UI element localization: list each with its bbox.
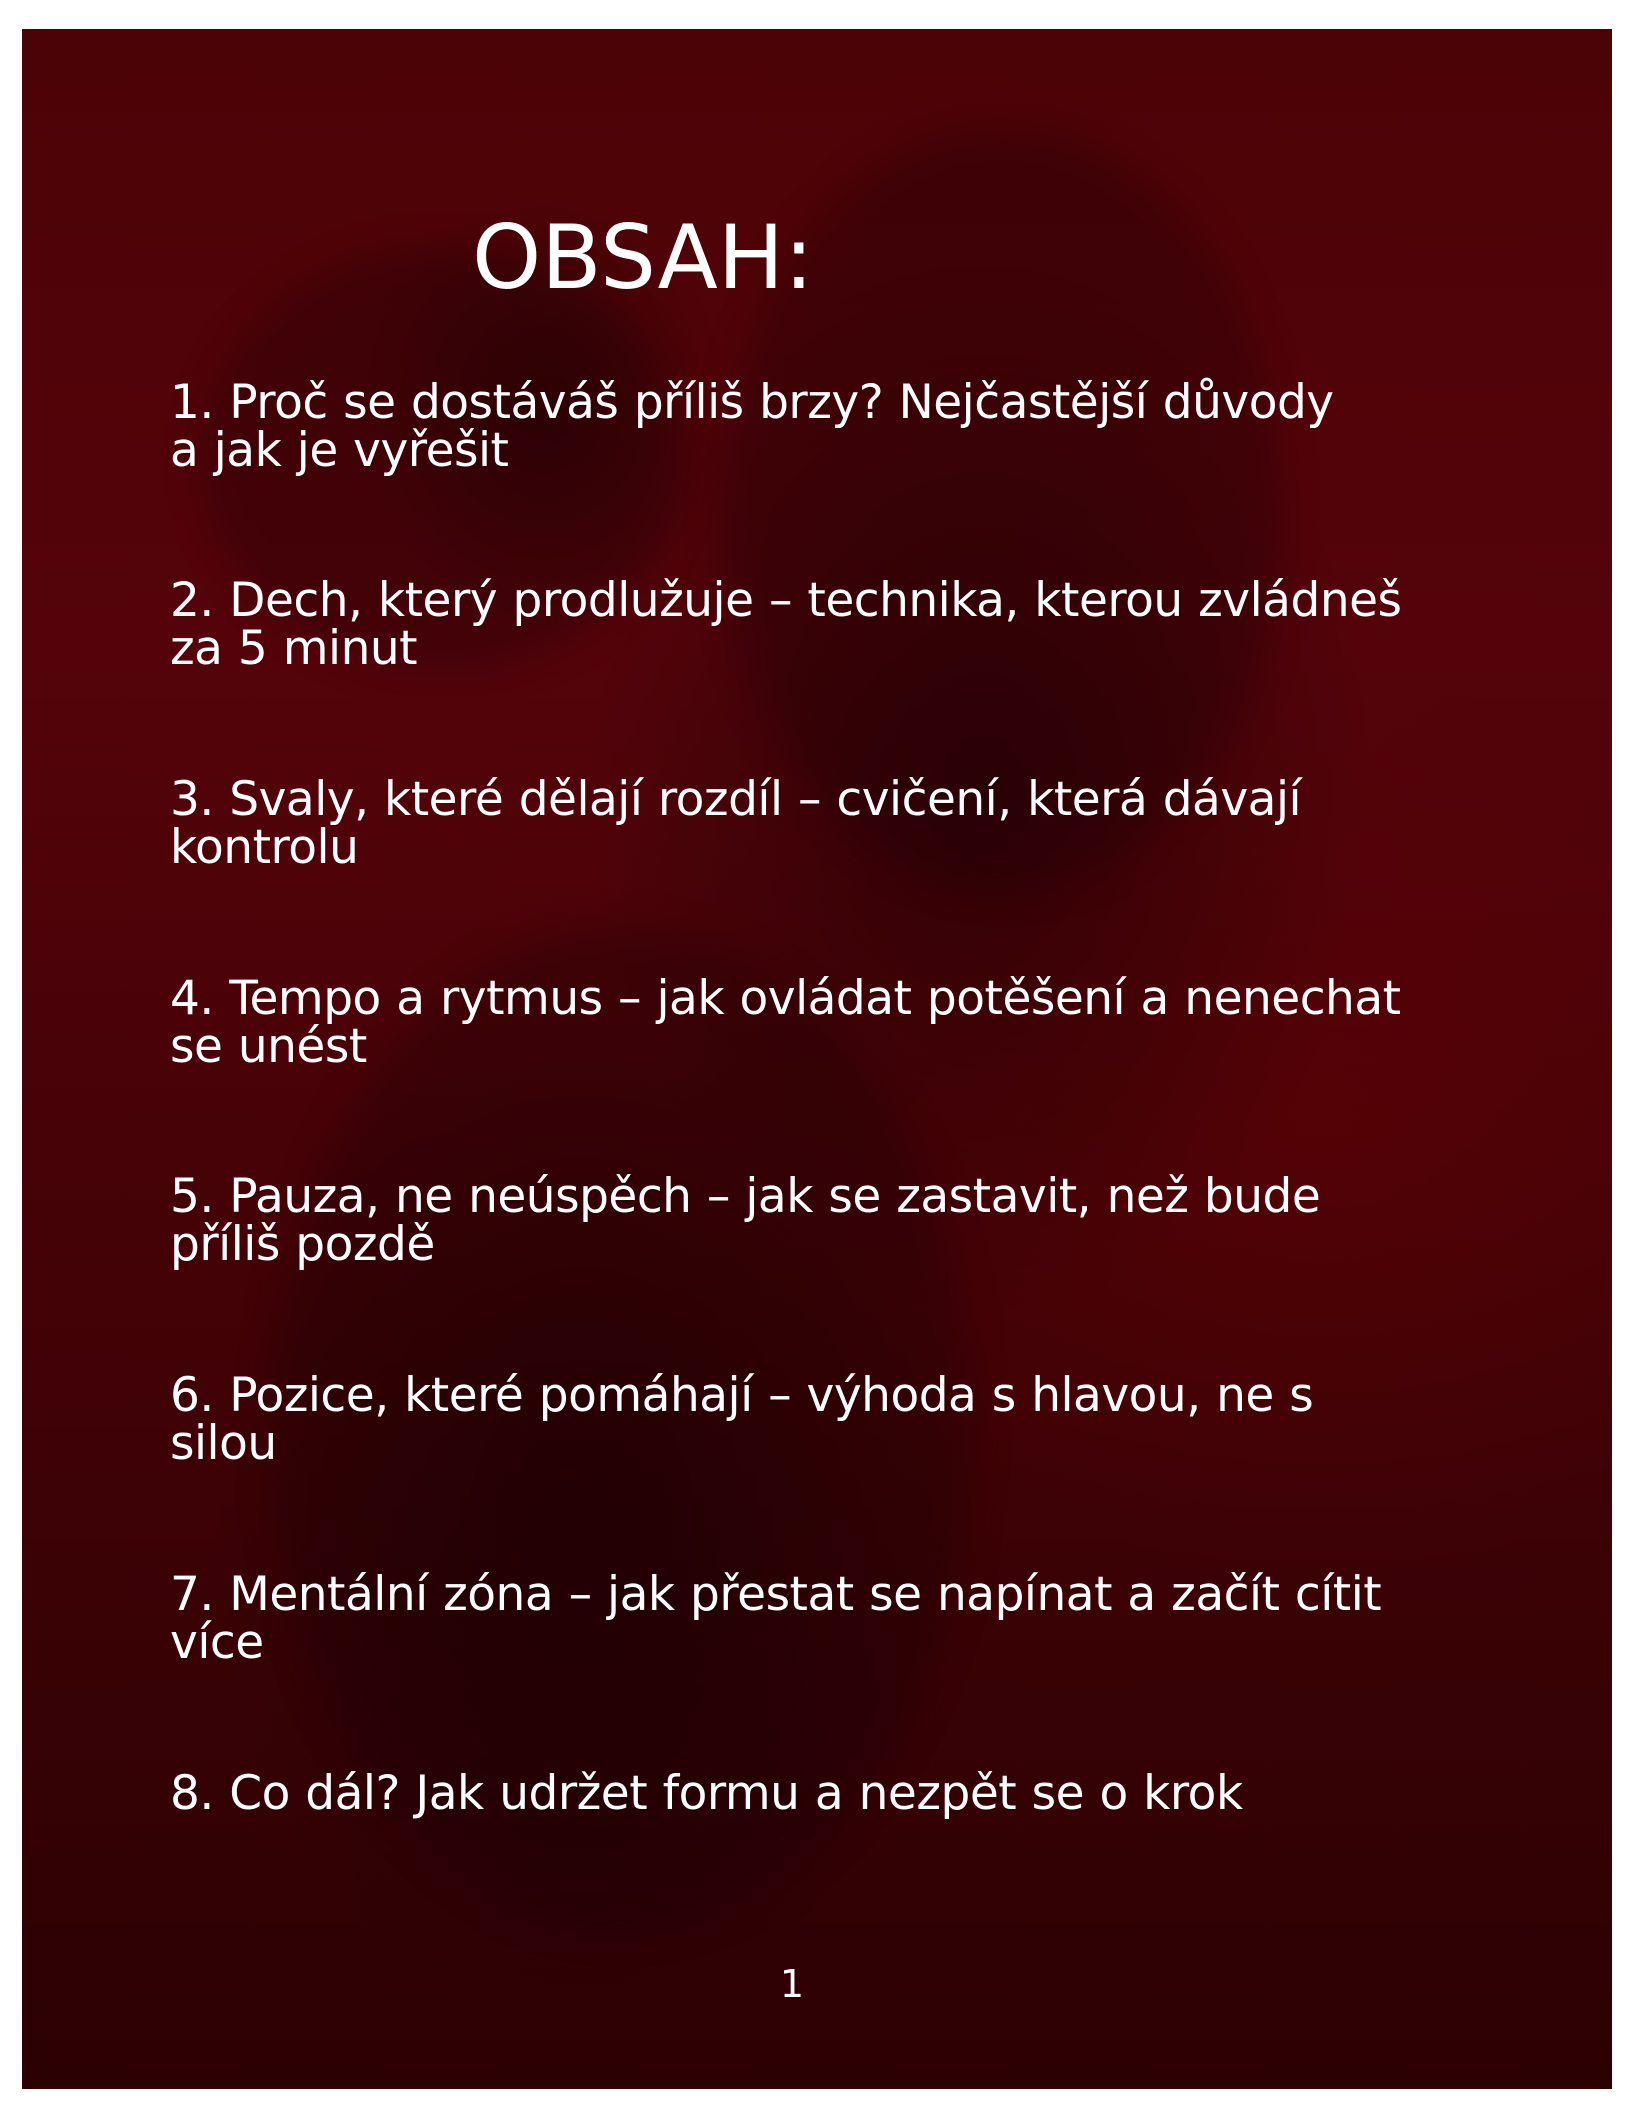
toc-item-3: [170, 772, 1440, 875]
toc-item-2-line-2: za 5 minut: [170, 621, 418, 676]
toc-item-6-line-2: silou: [170, 1416, 277, 1471]
toc-item-5: [170, 1169, 1440, 1272]
toc-item-6-line-1: 6. Pozice, které pomáhají – výhoda s hlavou, ne s: [170, 1368, 1314, 1423]
toc-item-5-line-2: příliš pozdě: [170, 1217, 435, 1272]
toc-item-1-line-2: a jak je vyřešit: [170, 423, 509, 478]
toc-item-2-line-1: 2. Dech, který prodlužuje – technika, kterou zvládneš: [170, 573, 1402, 628]
toc-item-3-line-1: 3. Svaly, které dělají rozdíl – cvičení, která dávají: [170, 772, 1302, 827]
toc-item-4-line-1: 4. Tempo a rytmus – jak ovládat potěšení a nenechat: [170, 971, 1401, 1026]
page-title: OBSAH:: [472, 206, 814, 309]
toc-item-2: [170, 573, 1440, 676]
toc-item-5-line-1: 5. Pauza, ne neúspěch – jak se zastavit, než bude: [170, 1169, 1321, 1224]
toc-item-7: [170, 1567, 1440, 1670]
toc-item-8: [170, 1766, 1440, 1821]
page-number: 1: [779, 1962, 805, 2006]
toc-item-8-line-1: 8. Co dál? Jak udržet formu a nezpět se o krok: [170, 1766, 1243, 1821]
toc-item-7-line-1: 7. Mentální zóna – jak přestat se napínat a začít cítit: [170, 1567, 1382, 1622]
toc-item-4: [170, 971, 1440, 1074]
toc-item-1: [170, 375, 1440, 478]
toc-item-6: [170, 1368, 1440, 1471]
toc-item-1-line-1: 1. Proč se dostáváš příliš brzy? Nejčastější důvody: [170, 375, 1334, 430]
toc-item-7-line-2: více: [170, 1615, 264, 1670]
toc-item-3-line-2: kontrolu: [170, 820, 359, 875]
toc-item-4-line-2: se unést: [170, 1019, 367, 1074]
